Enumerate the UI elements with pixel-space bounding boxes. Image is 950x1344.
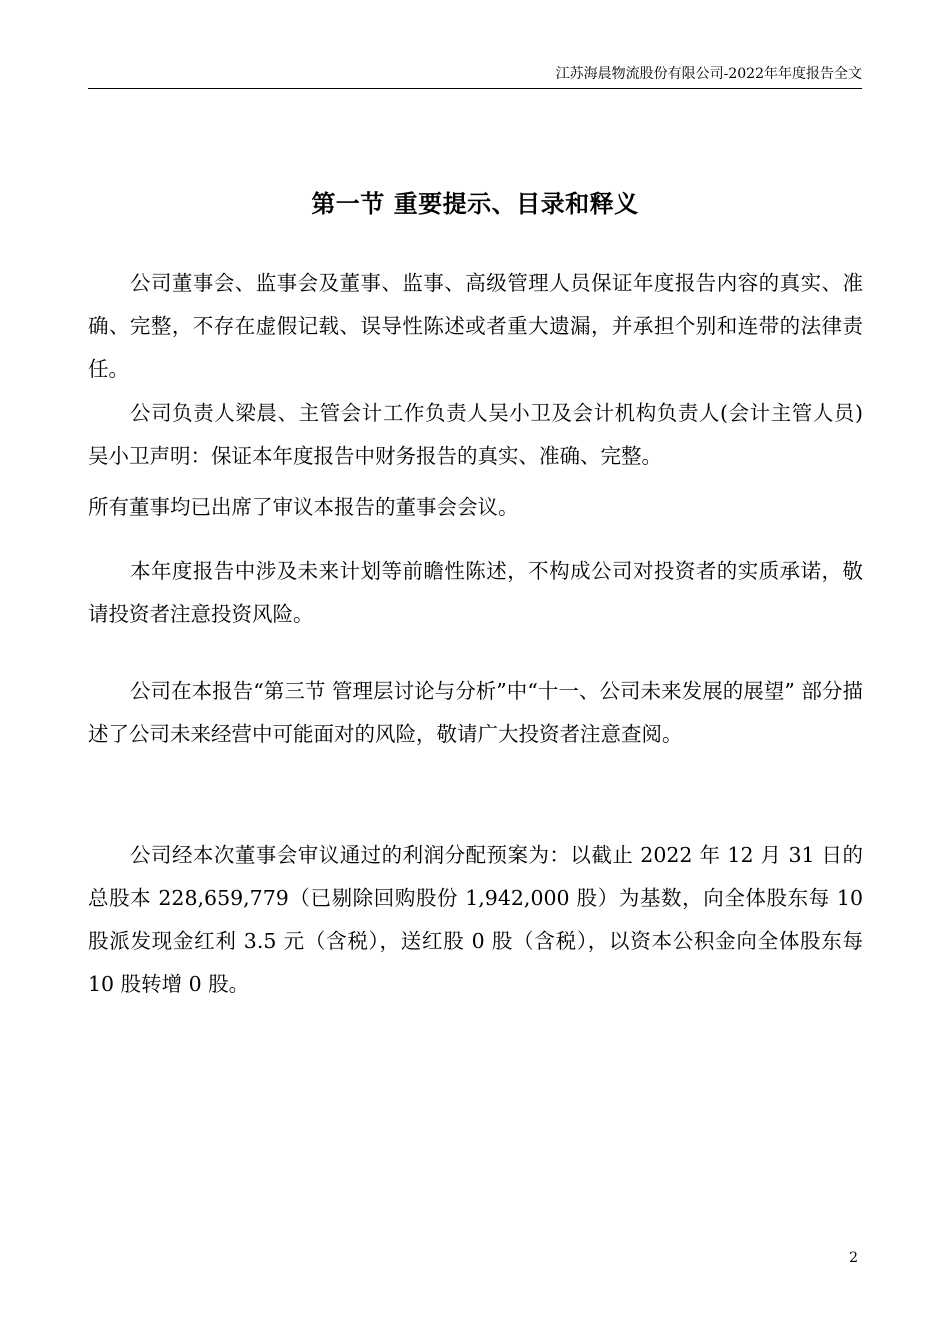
paragraph-directors-attendance: 所有董事均已出席了审议本报告的董事会会议。 — [88, 495, 519, 519]
paragraph-risk-reference: 公司在本报告“第三节 管理层讨论与分析”中“十一、公司未来发展的展望” 部分描述了公司未来经营中可能面对的风险，敬请广大投资者注意查阅。 — [88, 679, 863, 746]
paragraph-financial-declaration: 公司负责人梁晨、主管会计工作负责人吴小卫及会计机构负责人(会计主管人员)吴小卫声明：保证本年度报告中财务报告的真实、准确、完整。 — [88, 401, 863, 468]
section-title: 第一节 重要提示、目录和释义 — [311, 189, 639, 218]
paragraph-forward-looking-statement: 本年度报告中涉及未来计划等前瞻性陈述，不构成公司对投资者的实质承诺，敬请投资者注意投资风险。 — [88, 559, 863, 626]
page-header — [88, 62, 862, 89]
header-title: 江苏海晨物流股份有限公司-2022年年度报告全文 — [555, 66, 862, 82]
paragraph-profit-distribution: 公司经本次董事会审议通过的利润分配预案为：以截止 2022 年 12 月 31 日的总股本 228,659,779（已剔除回购股份 1,942,000 股）为基数，向全体股东每 10 股派发现金红利 3.5 元（含税），送红股 0 股（含税），以资本公积金向全体股东每 10 股转增 0 股。 — [88, 843, 863, 996]
page-number: 2 — [849, 1250, 858, 1266]
paragraph-responsibility-statement: 公司董事会、监事会及董事、监事、高级管理人员保证年度报告内容的真实、准确、完整，不存在虚假记载、误导性陈述或者重大遗漏，并承担个别和连带的法律责任。 — [88, 271, 863, 381]
